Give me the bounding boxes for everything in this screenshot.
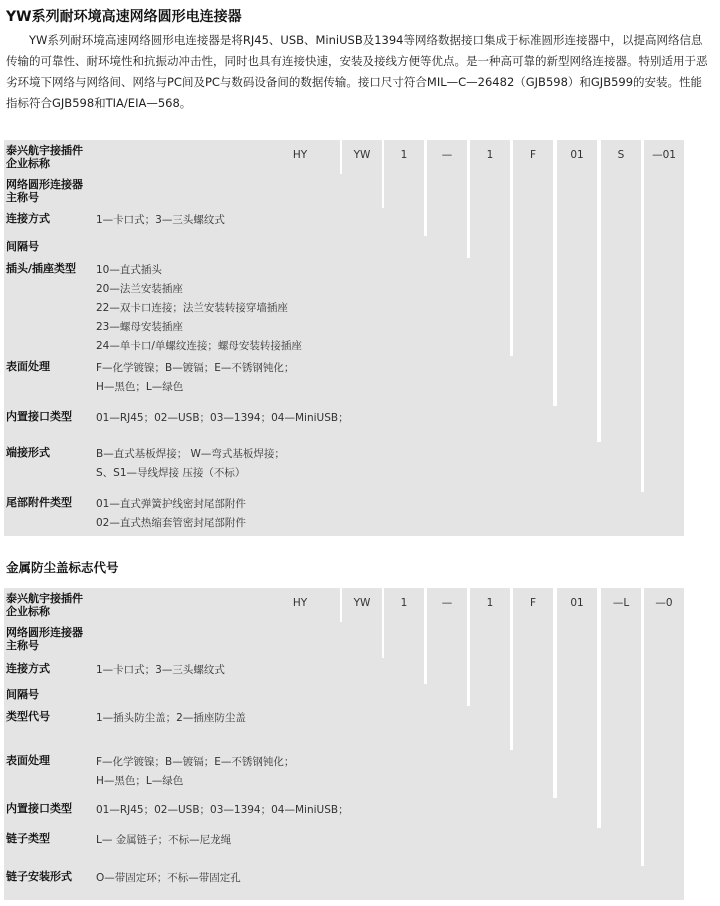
spec-code-cell: 1: [400, 597, 408, 609]
spec-row-label: 网络圆形连接器 主称号: [6, 626, 83, 652]
spec-row-label: 尾部附件类型: [6, 496, 72, 509]
page-title: YW系列耐环境高速网络圆形电连接器: [6, 9, 242, 25]
spec-row-label: 连接方式: [6, 662, 50, 675]
spec-code-cell: S: [617, 149, 625, 161]
spec-row-label: 链子安装形式: [6, 870, 72, 883]
spec-row-label: 间隔号: [6, 240, 39, 253]
spec-row-label: 表面处理: [6, 754, 50, 767]
spec-row-description: [96, 359, 294, 397]
spec-description-line: F—化学镀镍；B—镀镉；E—不锈钢钝化；: [96, 756, 295, 768]
spec-description-line: L— 金属链子；不标—尼龙绳: [96, 834, 232, 846]
spec-description-line: 01—直式弹簧护线密封尾部附件: [96, 498, 246, 510]
spec-row-label: 网络圆形连接器 主称号: [6, 178, 83, 204]
spec-description-line: 01—RJ45；02—USB；03—1394；04—MiniUSB；: [96, 804, 349, 816]
spec-code-column: [513, 588, 553, 798]
spec-description-line: 10—直式插头: [96, 264, 162, 276]
spec-code-column: [601, 588, 641, 866]
spec-row-label: 内置接口类型: [6, 802, 72, 815]
spec-description-line: 1—卡口式；3—三头螺纹式: [96, 664, 225, 676]
spec-description-line: F—化学镀镍；B—镀镉；E—不锈钢钝化；: [96, 362, 295, 374]
spec-code-column: [470, 588, 510, 750]
spec-code-column: [470, 140, 510, 356]
spec-code-cell: 1: [400, 149, 408, 161]
spec-row-label: 端接形式: [6, 446, 50, 459]
spec-description-line: 02—直式热缩套管密封尾部附件: [96, 517, 246, 529]
spec-description-line: 1—卡口式；3—三头螺纹式: [96, 214, 225, 226]
spec-row-description: [96, 409, 349, 428]
spec-row-description: [96, 445, 285, 483]
spec-description-line: 22—双卡口连接；法兰安装转接穿墙插座: [96, 302, 288, 314]
spec-row-band: [4, 236, 467, 258]
spec-row-label: 类型代号: [6, 710, 50, 723]
spec-code-cell: YW: [353, 597, 371, 609]
spec-row-description: [96, 495, 246, 533]
spec-description-line: B—直式基板焊接； W—弯式基板焊接；: [96, 448, 285, 460]
spec-code-column: [513, 140, 553, 406]
spec-row-label: 连接方式: [6, 212, 50, 225]
spec-description-line: 20—法兰安装插座: [96, 283, 183, 295]
intro-paragraph: [6, 30, 710, 114]
spec-code-column: [601, 140, 641, 492]
spec-description-line: S、S1—导线焊接 压接（不标）: [96, 467, 246, 479]
spec-code-cell: F: [529, 149, 537, 161]
spec-code-cell: —: [441, 597, 453, 609]
spec-code-cell: —0: [655, 597, 673, 609]
spec-description-line: O—带固定环；不标—带固定孔: [96, 872, 241, 884]
spec-row-label: 插头/插座类型: [6, 262, 77, 275]
spec-row-description: [96, 831, 231, 850]
spec-row-band: [4, 706, 510, 750]
intro-text: YW系列耐环境高速网络圆形电连接器是将RJ45、USB、MiniUSB及1394等网络数据接口集成于标准圆形连接器中，以提高网络信息传输的可靠性、耐环境性和抗振动冲击性，同时也具有连接快速，安装及接线方便等优点。是一种高可靠的新型网络连接器。特别适用于恶劣环境下网络与网络间、网络与PC间及PC与数码设备间的数据传输。接口尺寸符合MIL—C—26482（GJB598）和GJB599的安装。性能指标符合GJB598和TIA/EIA—568。: [6, 33, 708, 110]
section-title-dust-cap: 金属防尘盖标志代号: [6, 560, 119, 575]
spec-row-label: 泰兴航宇接插件 企业标称: [6, 592, 83, 618]
spec-row-description: [96, 709, 246, 728]
spec-row-label: 间隔号: [6, 688, 39, 701]
spec-code-column: [644, 140, 684, 536]
spec-row-description: [96, 869, 241, 888]
part-number-spec-dust-cap: [0, 588, 720, 900]
spec-description-line: 01—RJ45；02—USB；03—1394；04—MiniUSB；: [96, 412, 349, 424]
spec-row-label: 链子类型: [6, 832, 50, 845]
spec-code-cell: 1: [486, 149, 494, 161]
spec-code-cell: 01: [570, 597, 584, 609]
spec-row-label: 表面处理: [6, 360, 50, 373]
spec-description-line: 24—单卡口/单螺纹连接；螺母安装转接插座: [96, 340, 302, 352]
spec-code-cell: 01: [570, 149, 584, 161]
spec-description-line: 23—螺母安装插座: [96, 321, 183, 333]
spec-code-column: [557, 140, 597, 442]
spec-code-cell: HY: [292, 597, 308, 609]
spec-code-cell: —L: [612, 597, 630, 609]
spec-row-description: [96, 801, 349, 820]
spec-code-cell: —01: [652, 149, 676, 161]
spec-code-cell: YW: [353, 149, 371, 161]
spec-description-line: 1—插头防尘盖；2—插座防尘盖: [96, 712, 246, 724]
spec-code-cell: 1: [486, 597, 494, 609]
spec-row-band: [4, 684, 467, 706]
spec-row-description: [96, 753, 294, 791]
spec-code-column: [644, 588, 684, 900]
part-number-spec-connector: [0, 140, 720, 536]
spec-code-cell: F: [529, 597, 537, 609]
spec-row-label: 泰兴航宇接插件 企业标称: [6, 144, 83, 170]
spec-description-line: H—黑色；L—绿色: [96, 381, 184, 393]
spec-code-cell: —: [441, 149, 453, 161]
spec-row-description: [96, 211, 225, 230]
spec-code-cell: HY: [292, 149, 308, 161]
spec-description-line: H—黑色；L—绿色: [96, 775, 184, 787]
spec-row-description: [96, 261, 302, 356]
spec-code-column: [557, 588, 597, 828]
spec-row-label: 内置接口类型: [6, 410, 72, 423]
spec-row-description: [96, 661, 225, 680]
